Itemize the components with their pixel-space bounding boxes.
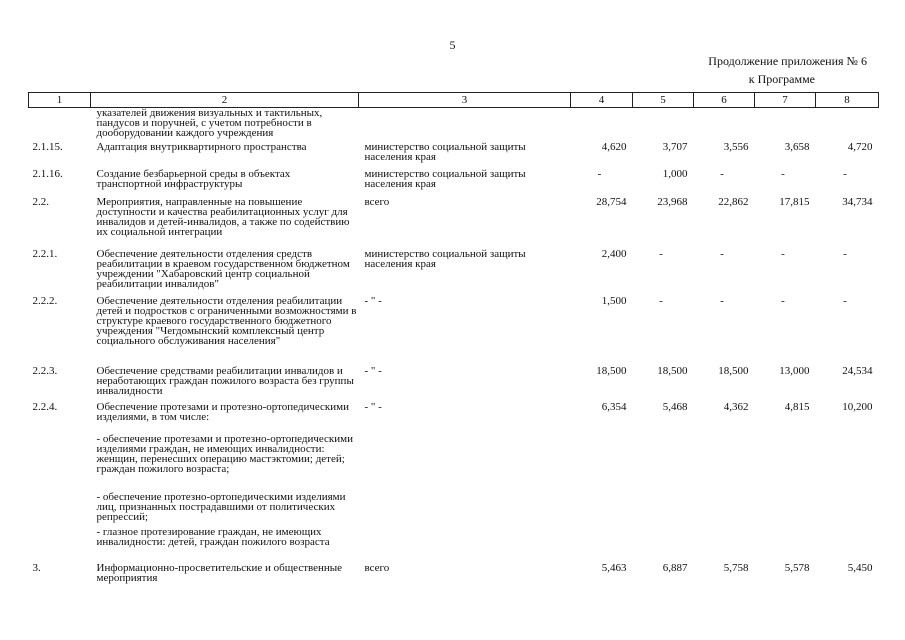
executor: министерство социальной защиты населения края [364,167,526,190]
year-value [694,108,755,142]
row-number: 2.1.15. [32,140,63,153]
column-header: 4 [571,93,633,108]
year-value: 5,463 [601,561,627,574]
year-value: - [781,167,785,180]
year-value: 5,578 [784,561,810,574]
year-value [816,108,879,142]
table-row [29,296,879,366]
year-value [755,492,816,527]
year-value [694,492,755,527]
year-value: 13,000 [779,364,810,377]
program-table [28,92,879,591]
year-value: 18,500 [596,364,627,377]
executor [359,527,571,563]
row-number: 2.2. [32,195,49,208]
year-value [633,434,694,492]
row-number [29,434,91,492]
year-value [571,527,633,563]
table-row [29,527,879,563]
row-number: 3. [32,561,41,574]
year-value: - [843,247,847,260]
year-value: 4,815 [784,400,810,413]
row-number: 2.2.3. [32,364,58,377]
activity-description: Обеспечение протезами и протезно-ортопедическими изделиями, в том числе: [96,400,350,423]
activity-description: Информационно-просветительские и общественные мероприятия [96,561,343,584]
year-value: 23,968 [657,195,688,208]
year-value [633,492,694,527]
year-value: - [659,247,663,260]
year-value [755,108,816,142]
row-number [29,492,91,527]
column-header: 8 [816,93,879,108]
executor: - " - [364,364,382,377]
activity-description: указателей движения визуальных и тактильных, пандусов и поручней, с учетом потребности в дооборудовании каждого учреждения [96,107,323,139]
table-row [29,366,879,402]
activity-description: Обеспечение деятельности отделения средств реабилитации в краевом государственном бюджетном учреждении "Хабаровский центр социальной реабилитации инвалидов" [96,247,350,290]
year-value: 34,734 [842,195,873,208]
row-number: 2.2.1. [32,247,58,260]
year-value: - [843,167,847,180]
year-value: 4,720 [847,140,873,153]
year-value [571,434,633,492]
activity-description: Создание безбарьерной среды в объектах транспортной инфраструктуры [96,167,291,190]
year-value [571,108,633,142]
column-header: 3 [359,93,571,108]
appendix-subtitle: к Программе [748,72,815,86]
year-value: 5,450 [847,561,873,574]
executor: - " - [364,400,382,413]
column-header: 5 [633,93,694,108]
year-value: 24,534 [842,364,873,377]
year-value: - [781,247,785,260]
executor [359,434,571,492]
activity-description: - обеспечение протезами и протезно-ортопедическими изделиями граждан, не имеющих инвалидности: женщин, перенесших операцию мастэктомии; детей; граждан пожилого возраста; [96,432,353,475]
year-value: 5,758 [723,561,749,574]
year-value [694,434,755,492]
row-number: 2.2.2. [32,294,58,307]
year-value: 1,000 [662,167,688,180]
executor: министерство социальной защиты населения края [364,140,526,163]
table-row [29,434,879,492]
page-number: 5 [449,38,456,52]
year-value: 2,400 [601,247,627,260]
executor: министерство социальной защиты населения края [364,247,526,270]
year-value: - [720,294,724,307]
table-body [29,108,879,591]
year-value: 22,862 [718,195,749,208]
row-number [29,527,91,563]
year-value: 5,468 [662,400,688,413]
table-row [29,197,879,249]
year-value [571,492,633,527]
activity-description: - глазное протезирование граждан, не имеющих инвалидности: детей, граждан пожилого возраста [96,525,330,548]
executor [359,492,571,527]
executor [359,108,571,142]
executor: - " - [364,294,382,307]
column-header: 7 [755,93,816,108]
activity-description: - обеспечение протезно-ортопедическими изделиями лиц, признанных пострадавшими от политических репрессий; [96,490,346,523]
year-value [755,434,816,492]
activity-description: Обеспечение деятельности отделения реабилитации детей и подростков с ограниченными возможностями в структуре краевого государственного бюджетного учреждения "Чегдомынский комплексный центр социального обслуживания населения" [96,294,357,347]
year-value: - [781,294,785,307]
activity-description: Обеспечение средствами реабилитации инвалидов и неработающих граждан пожилого возраста без группы инвалидности [96,364,354,397]
table-row [29,563,879,591]
year-value: - [720,167,724,180]
executor: всего [364,195,390,208]
year-value [816,527,879,563]
column-header: 1 [29,93,91,108]
year-value: - [597,167,602,180]
year-value: 6,887 [662,561,688,574]
year-value [633,527,694,563]
column-header: 6 [694,93,755,108]
table-row [29,492,879,527]
activity-description: Адаптация внутриквартирного пространства [96,140,307,153]
year-value: 10,200 [842,400,873,413]
table-row [29,169,879,197]
year-value: 18,500 [718,364,749,377]
year-value: 3,556 [723,140,749,153]
year-value: - [659,294,663,307]
table-row [29,402,879,434]
row-number [29,108,91,142]
year-value: 3,707 [662,140,688,153]
year-value: 4,362 [723,400,749,413]
year-value [694,527,755,563]
year-value: 4,620 [601,140,627,153]
year-value [816,434,879,492]
table-row [29,142,879,169]
year-value: 18,500 [657,364,688,377]
table-row [29,108,879,142]
executor: всего [364,561,390,574]
appendix-title: Продолжение приложения № 6 [708,54,867,68]
year-value: 28,754 [596,195,627,208]
year-value: 3,658 [784,140,810,153]
row-number: 2.1.16. [32,167,63,180]
row-number: 2.2.4. [32,400,58,413]
column-header-row [29,93,879,108]
year-value: 6,354 [601,400,627,413]
year-value: - [843,294,847,307]
table-row [29,249,879,296]
year-value: 17,815 [779,195,810,208]
year-value [755,527,816,563]
column-header: 2 [91,93,359,108]
year-value: 1,500 [601,294,627,307]
activity-description: Мероприятия, направленные на повышение доступности и качества реабилитационных услуг для инвалидов и детей-инвалидов, а также по содействию их социальной интеграции [96,195,350,238]
year-value [816,492,879,527]
year-value [633,108,694,142]
year-value: - [720,247,724,260]
